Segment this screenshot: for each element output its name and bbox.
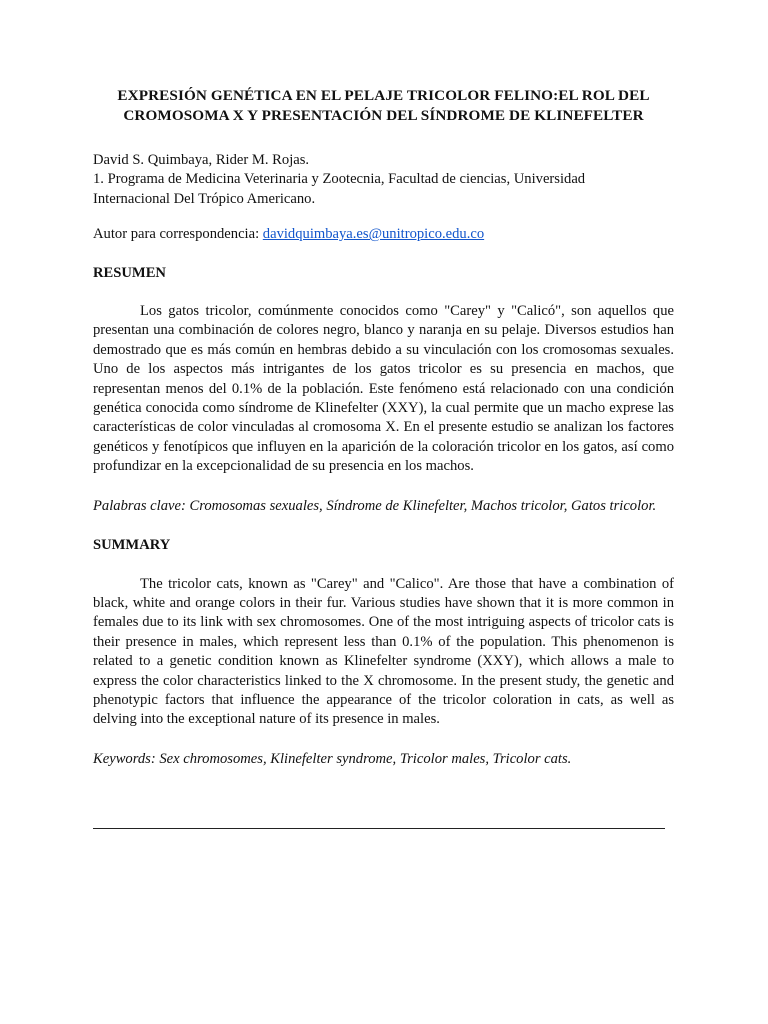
affiliation-line-2: Internacional Del Trópico Americano. <box>93 190 316 207</box>
title-line-1: EXPRESIÓN GENÉTICA EN EL PELAJE TRICOLOR FELINO:EL ROL DEL <box>117 87 650 104</box>
summary-heading: SUMMARY <box>93 537 171 554</box>
authors: David S. Quimbaya, Rider M. Rojas. <box>93 152 310 168</box>
palabras-clave: Palabras clave: Cromosomas sexuales, Síndrome de Klinefelter, Machos tricolor, Gatos tricolor. <box>93 497 657 514</box>
correspondence-email-link[interactable]: davidquimbaya.es@unitropico.edu.co <box>262 226 485 243</box>
summary-paragraph: The tricolor cats, known as "Carey" and "Calico". Are those that have a combination of black, white and orange colors in their fur. Various studies have shown that it is more common in females due to its link with sex chromosomes. One of the most intriguing aspects of tricolor cats is their presence in males, which represent less than 0.1% of the population. This phenomenon is related to a genetic condition known as Klinefelter syndrome (XXY), which allows a male to express the color characteristics linked to the X chromosome. In the present study, the genetic and phenotypic factors that influence the appearance of the tricolor coloration in cats, as well as delving into the exceptional nature of its presence in males. <box>93 575 674 728</box>
correspondence <box>93 225 674 244</box>
correspondence-label: Autor para correspondencia: <box>93 226 260 243</box>
paper-page <box>93 86 674 789</box>
title-line-2: CROMOSOMA X Y PRESENTACIÓN DEL SÍNDROME DE KLINEFELTER <box>123 107 644 124</box>
resumen-heading: RESUMEN <box>93 264 166 281</box>
affiliation-line-1: 1. Programa de Medicina Veterinaria y Zootecnia, Facultad de ciencias, Universidad <box>93 171 586 188</box>
keywords: Keywords: Sex chromosomes, Klinefelter syndrome, Tricolor males, Tricolor cats. <box>93 750 572 767</box>
footnote-divider <box>93 828 665 829</box>
resumen-paragraph: Los gatos tricolor, comúnmente conocidos como "Carey" y "Calicó", son aquellos que presentan una combinación de colores negro, blanco y naranja en su pelaje. Diversos estudios han demostrado que es más común en hembras debido a su vinculación con los cromosomas sexuales. Uno de los aspectos más intrigantes de los gatos tricolor es su presencia en machos, que representan menos del 0.1% de la población. Este fenómeno está relacionado con una condición genética conocida como síndrome de Klinefelter (XXY), la cual permite que un macho exprese las características de color vinculadas al cromosoma X. En el presente estudio se analizan los factores genéticos y fenotípicos que influyen en la aparición de la coloración tricolor en los gatos, así como profundizar en la excepcionalidad de su presencia en los machos. <box>93 303 674 475</box>
authors-block <box>93 151 674 209</box>
paper-title <box>93 86 674 126</box>
